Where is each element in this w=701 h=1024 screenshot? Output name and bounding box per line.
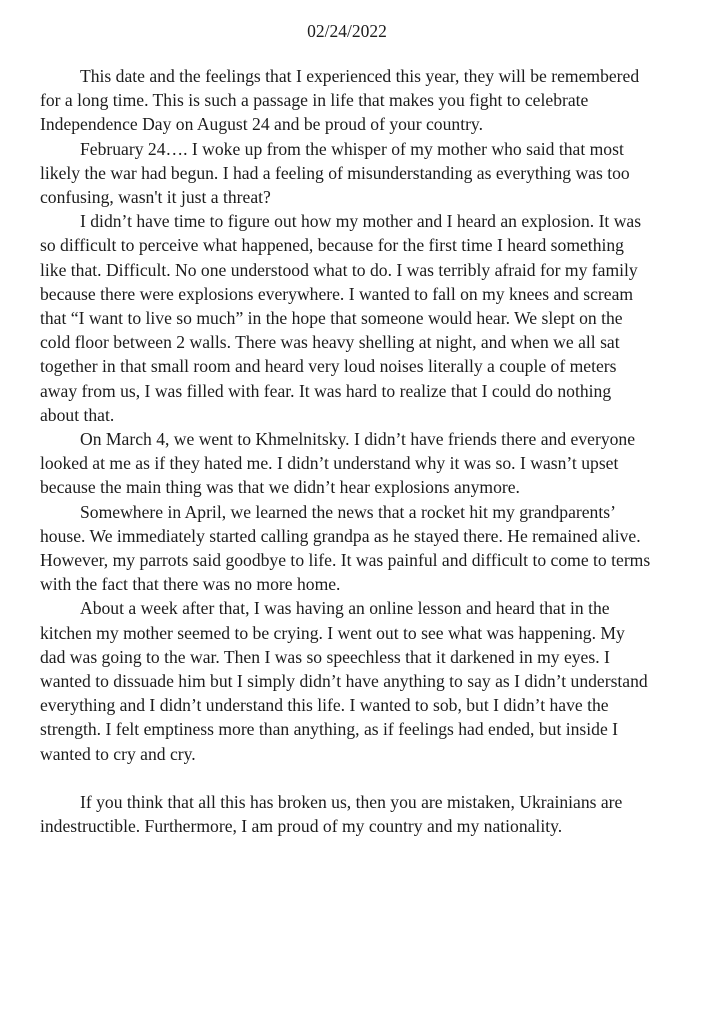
paragraph-4: On March 4, we went to Khmelnitsky. I didn’t have friends there and everyone looked at me as if they hated me. I didn’t understand why it was so. I wasn’t upset because the main thing was that we didn’t hear explosions anymore. <box>40 429 636 498</box>
document-date: 02/24/2022 <box>307 21 387 41</box>
paragraph-5: Somewhere in April, we learned the news that a rocket hit my grandparents’ house. We immediately started calling grandpa as he stayed there. He remained alive. However, my parrots said goodbye to life. It was painful and difficult to come to terms with the fact that there was no more home. <box>40 501 651 595</box>
paragraph-2: February 24…. I woke up from the whisper of my mother who said that most likely the war had begun. I had a feeling of misunderstanding as everything was too confusing, wasn't it just a threat? <box>40 138 630 208</box>
paragraph-7: If you think that all this has broken us, then you are mistaken, Ukrainians are indestructible. Furthermore, I am proud of my country and my nationality. <box>40 791 623 837</box>
paragraph-6: About a week after that, I was having an online lesson and heard that in the kitchen my mother seemed to be crying. I went out to see what was happening. My dad was going to the war. Then I was so speechless that it darkened in my eyes. I wanted to dissuade him but I simply didn’t have anything to say as I didn’t understand everything and I didn’t understand this life. I wanted to sob, but I didn’t have the strength. I felt emptiness more than anything, as if feelings had ended, but inside I wanted to cry and cry. <box>40 598 648 764</box>
paragraph-3: I didn’t have time to figure out how my mother and I heard an explosion. It was so difficult to perceive what happened, because for the first time I heard something like that. Difficult. No one understood what to do. I was terribly afraid for my family because there were explosions everywhere. I wanted to fall on my knees and scream that “I want to live so much” in the hope that someone would hear. We slept on the cold floor between 2 walls. There was heavy shelling at night, and when we all sat together in that small room and heard very loud noises literally a couple of meters away from us, I was filled with fear. It was hard to realize that I could do nothing about that. <box>40 211 642 425</box>
paragraph-1: This date and the feelings that I experienced this year, they will be remembered for a long time. This is such a passage in life that makes you fight to celebrate Independence Day on August 24 and be proud of your country. <box>40 66 640 135</box>
document-body <box>40 64 654 838</box>
